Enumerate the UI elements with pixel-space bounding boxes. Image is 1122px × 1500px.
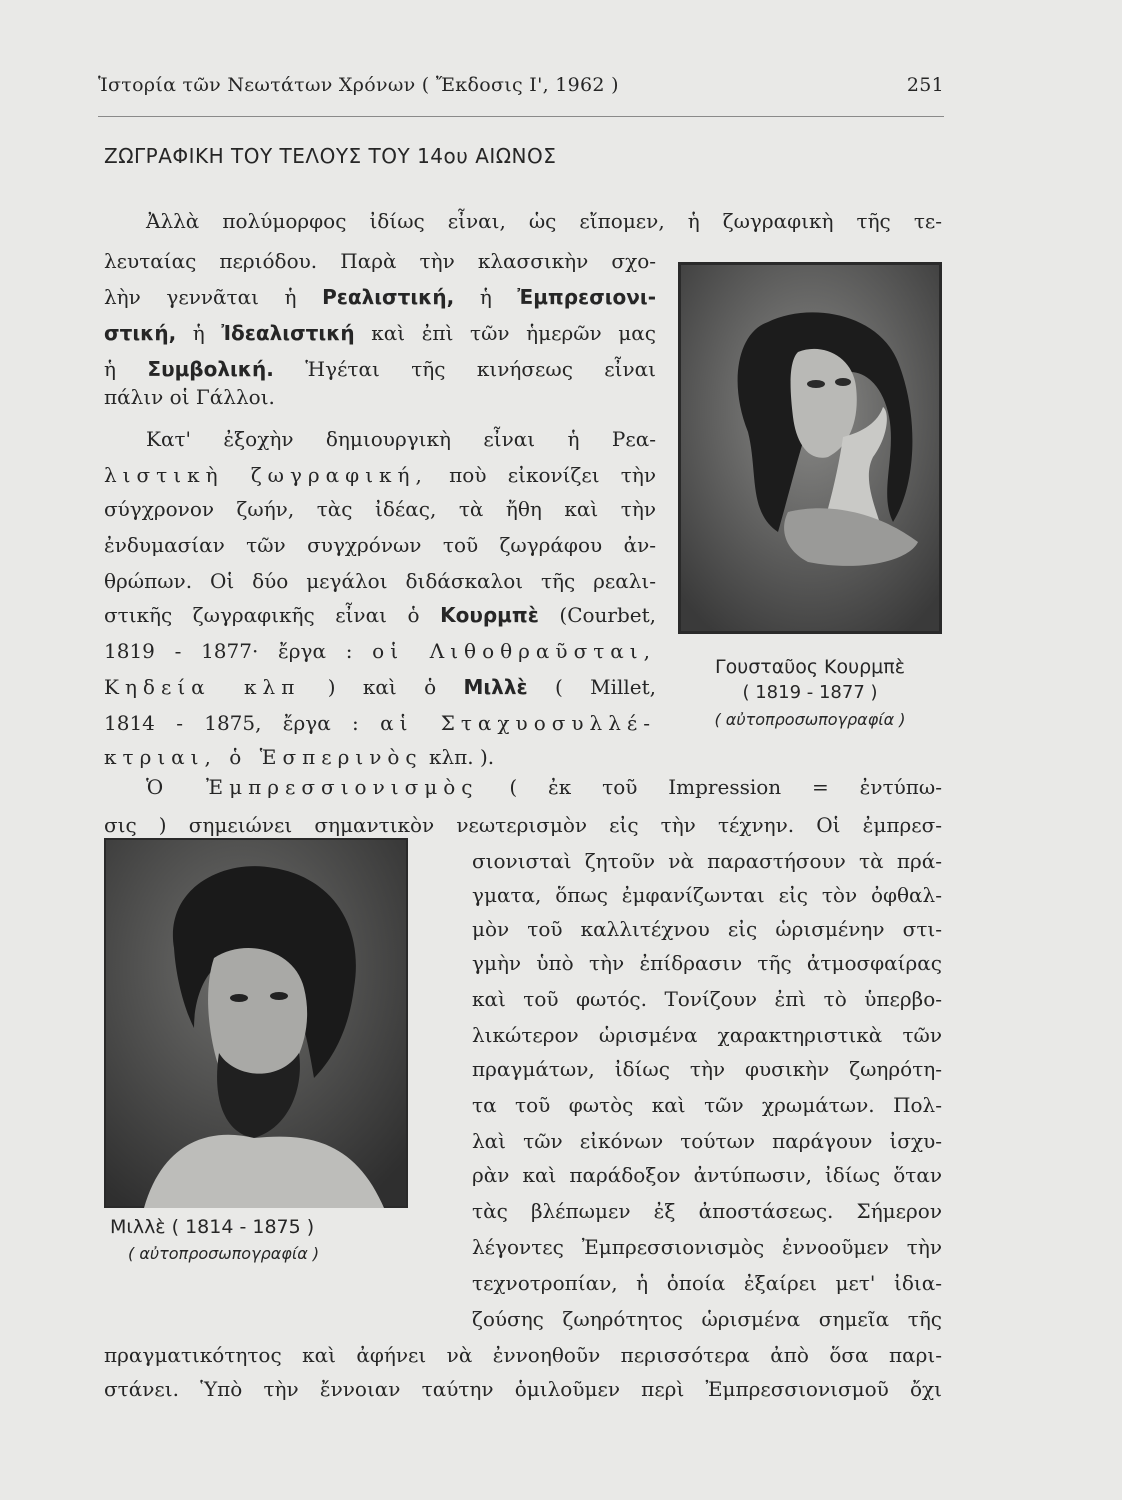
text-line: ἐνδυμασίαν τῶν συγχρόνων τοῦ ζωγράφου ἀν- xyxy=(104,533,656,557)
text-line: γματα, ὅπως ἐμφανίζωνται εἰς τὸν ὀφθαλ- xyxy=(472,883,942,907)
text-line: λικώτερον ὡρισμένα χαρακτηριστικὰ τῶν xyxy=(472,1023,942,1047)
text-line: πάλιν οἱ Γάλλοι. xyxy=(104,385,275,409)
courbet-caption-note: ( αὐτοπροσωπογραφία ) xyxy=(714,710,906,729)
courbet-caption-dates: ( 1819 - 1877 ) xyxy=(742,682,878,703)
text-line: λιστικὴ ζωγραφική, ποὺ εἰκονίζει τὴν xyxy=(104,463,656,487)
text-line: στάνει. Ὑπὸ τὴν ἔννοιαν ταύτην ὁμιλοῦμεν περὶ Ἐμπρεσσιονισμοῦ ὄχι xyxy=(104,1377,942,1401)
millet-self-portrait xyxy=(104,838,408,1208)
portrait-image xyxy=(104,838,408,1208)
text-line: λὴν γεννᾶται ἡ Ρεαλιστική, ἡ Ἐμπρεσιονι- xyxy=(104,285,657,309)
text-line: λευταίας περιόδου. Παρὰ τὴν κλασσικὴν σχο- xyxy=(104,249,656,273)
text-line: σις ) σημειώνει σημαντικὸν νεωτερισμὸν εἰς τὴν τέχνην. Οἱ ἐμπρεσ- xyxy=(104,813,942,837)
term-idealistic: Ἰδεαλιστική xyxy=(221,321,355,345)
portrait-image xyxy=(678,262,942,634)
millet-caption-note: ( αὐτοπροσωπογραφία ) xyxy=(128,1244,320,1263)
text-line: θρώπων. Οἱ δύο μεγάλοι διδάσκαλοι τῆς ρεαλι- xyxy=(104,569,656,593)
page-number: 251 xyxy=(906,74,944,96)
courbet-caption-name: Γουσταῦος Κουρμπὲ xyxy=(715,656,905,678)
courbet-self-portrait xyxy=(678,262,942,634)
text-line: στικῆς ζωγραφικῆς εἶναι ὁ Κουρμπὲ (Courbet, xyxy=(104,603,657,627)
text-line: πραγμάτων, ἰδίως τὴν φυσικὴν ζωηρότη- xyxy=(472,1057,942,1081)
text-line: σιονισταὶ ζητοῦν νὰ παραστήσουν τὰ πρά- xyxy=(472,849,942,873)
text-line: σύγχρονον ζωήν, τὰς ἰδέας, τὰ ἤθη καὶ τὴν xyxy=(104,497,656,521)
text-line: Ὁ Ἐμπρεσσιονισμὸς ( ἐκ τοῦ Impression = ἐντύπω- xyxy=(146,775,942,799)
text-line: Κατ' ἐξοχὴν δημιουργικὴ εἶναι ἡ Ρεα- xyxy=(146,427,656,451)
text-line: καὶ τοῦ φωτός. Τονίζουν ἐπὶ τὸ ὑπερβο- xyxy=(472,987,942,1011)
text-line: τὰς βλέπωμεν ἐξ ἀποστάσεως. Σήμερον xyxy=(472,1199,942,1223)
text-line: ρὰν καὶ παράδοξον ἀντύπωσιν, ἰδίως ὅταν xyxy=(472,1163,942,1187)
name-courbet: Κουρμπὲ xyxy=(440,603,539,627)
section-title: ΖΩΓΡΑΦΙΚΗ ΤΟΥ ΤΕΛΟΥΣ ΤΟΥ 14ου ΑΙΩΝΟΣ xyxy=(104,144,557,168)
text-line: πραγματικότητος καὶ ἀφήνει νὰ ἐννοηθοῦν περισσότερα ἀπὸ ὅσα παρι- xyxy=(104,1343,942,1367)
running-title: Ἱστορία τῶν Νεωτάτων Χρόνων ( Ἔκδοσις Ι', 1962 ) xyxy=(98,74,619,96)
text-line: ζούσης ζωηρότητος ὡρισμένα σημεῖα τῆς xyxy=(472,1307,942,1331)
text-line: στική, ἡ Ἰδεαλιστική καὶ ἐπὶ τῶν ἡμερῶν μας xyxy=(104,321,656,345)
text-line: 1814 - 1875, ἔργα : αἱ Σταχυοσυλλέ- xyxy=(104,711,657,735)
text-line: Ἀλλὰ πολύμορφος ἰδίως εἶναι, ὡς εἴπομεν, ἡ ζωγραφικὴ τῆς τε- xyxy=(146,209,942,233)
text-line: γμὴν ὑπὸ τὴν ἐπίδρασιν τῆς ἀτμοσφαίρας xyxy=(472,951,942,975)
running-header xyxy=(98,74,944,96)
term-impressionistic: Ἐμπρεσιονι- xyxy=(517,285,657,309)
text-line: λέγοντες Ἐμπρεσσιονισμὸς ἐννοοῦμεν τὴν xyxy=(472,1235,942,1259)
text-line: 1819 - 1877· ἔργα : οἱ Λιθοθραῦσται, xyxy=(104,639,656,663)
text-line: κτριαι, ὁ Ἑσπερινὸς κλπ. ). xyxy=(104,745,495,769)
text-line: ἡ Συμβολική. Ἡγέται τῆς κινήσεως εἶναι xyxy=(104,357,657,381)
term-symbolic: Συμβολική. xyxy=(147,357,274,381)
header-rule xyxy=(98,116,944,117)
millet-caption-name: Μιλλὲ ( 1814 - 1875 ) xyxy=(110,1216,315,1238)
text-line: τα τοῦ φωτὸς καὶ τῶν χρωμάτων. Πολ- xyxy=(472,1093,942,1117)
text-line: μὸν τοῦ καλλιτέχνου εἰς ὡρισμένην στι- xyxy=(472,917,942,941)
text-line: λαὶ τῶν εἰκόνων τούτων παράγουν ἰσχυ- xyxy=(472,1129,942,1153)
term-realistic: Ρεαλιστική, xyxy=(322,285,455,309)
name-millet: Μιλλὲ xyxy=(463,675,528,699)
text-line: τεχνοτροπίαν, ἡ ὁποία ἐξαίρει μετ' ἰδια- xyxy=(472,1271,942,1295)
text-line: Κηδεία κλπ ) καὶ ὁ Μιλλὲ ( Millet, xyxy=(104,675,657,699)
